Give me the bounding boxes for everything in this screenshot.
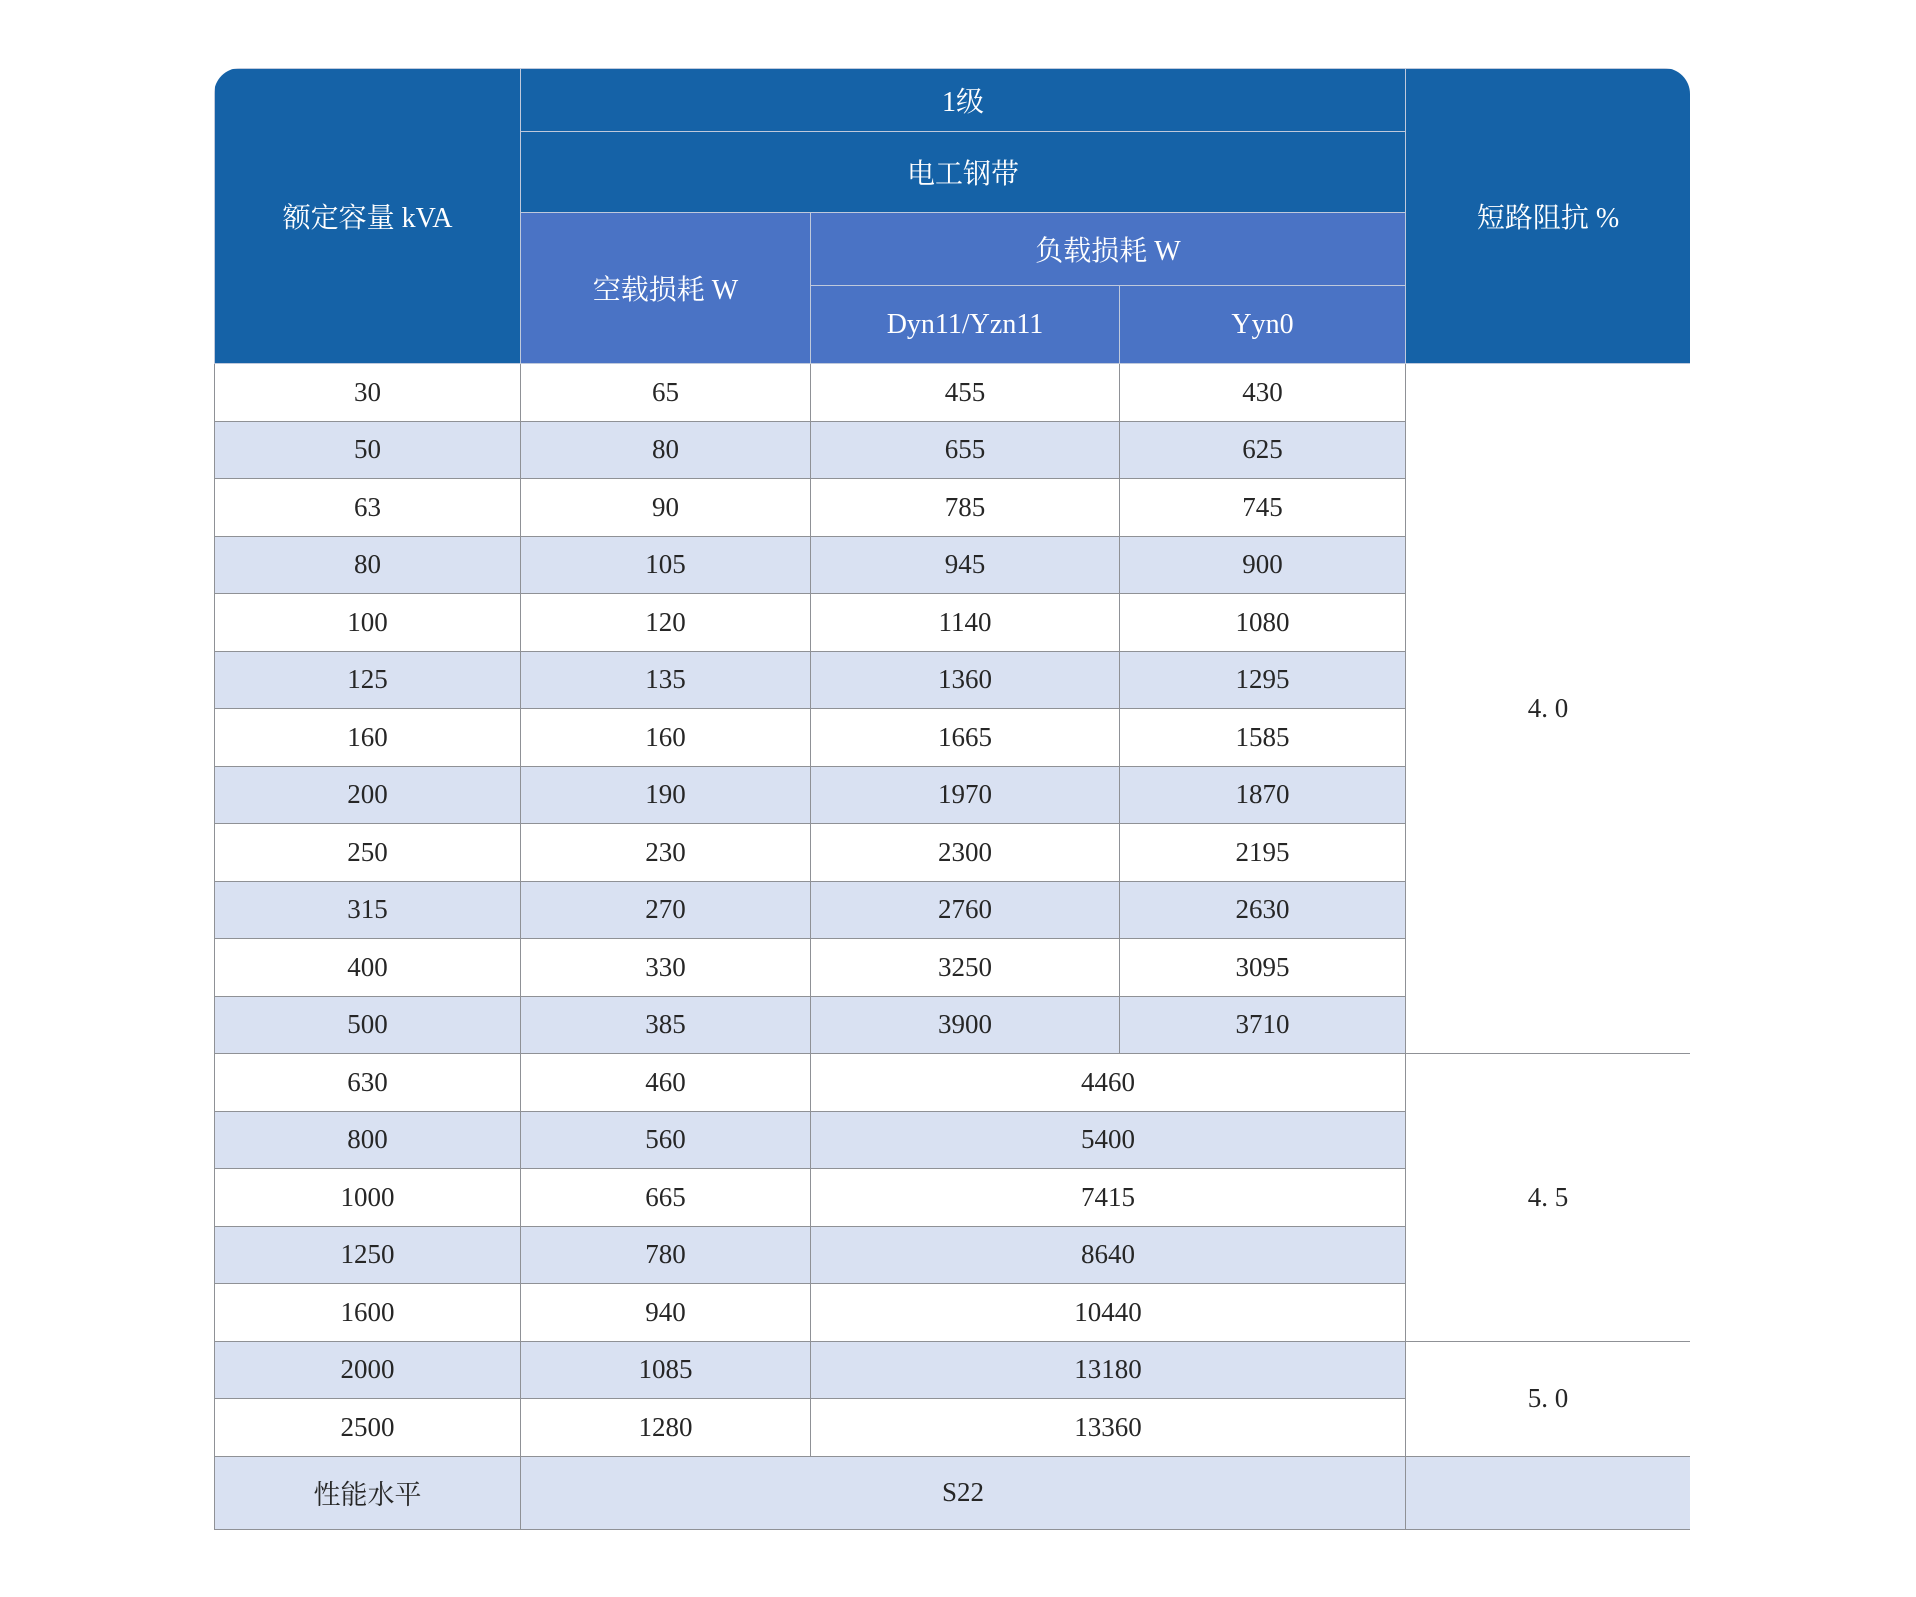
no-load-loss-cell: 65 [521, 364, 811, 422]
load-loss-merged-cell: 4460 [811, 1054, 1406, 1112]
capacity-cell: 1250 [215, 1226, 521, 1284]
load-loss-dyn-cell: 1360 [811, 651, 1120, 709]
footer-value-cell: S22 [521, 1456, 1406, 1529]
no-load-loss-cell: 90 [521, 479, 811, 537]
no-load-loss-cell: 665 [521, 1169, 811, 1227]
no-load-loss-cell: 1085 [521, 1341, 811, 1399]
load-loss-yyn-cell: 1585 [1120, 709, 1406, 767]
header-grade: 1级 [521, 69, 1406, 132]
capacity-cell: 200 [215, 766, 521, 824]
no-load-loss-cell: 160 [521, 709, 811, 767]
capacity-cell: 800 [215, 1111, 521, 1169]
capacity-cell: 63 [215, 479, 521, 537]
load-loss-merged-cell: 7415 [811, 1169, 1406, 1227]
no-load-loss-cell: 330 [521, 939, 811, 997]
load-loss-yyn-cell: 745 [1120, 479, 1406, 537]
no-load-loss-cell: 940 [521, 1284, 811, 1342]
load-loss-yyn-cell: 1080 [1120, 594, 1406, 652]
load-loss-merged-cell: 8640 [811, 1226, 1406, 1284]
header-vector-dyn11: Dyn11/Yzn11 [811, 286, 1120, 364]
capacity-cell: 50 [215, 421, 521, 479]
no-load-loss-cell: 135 [521, 651, 811, 709]
footer-row [215, 1456, 1691, 1529]
table-row [215, 1054, 1691, 1112]
transformer-loss-table [214, 68, 1690, 1530]
footer-label-cell: 性能水平 [215, 1456, 521, 1529]
header-steel-strip: 电工钢带 [521, 132, 1406, 213]
capacity-cell: 30 [215, 364, 521, 422]
load-loss-dyn-cell: 2300 [811, 824, 1120, 882]
load-loss-dyn-cell: 3900 [811, 996, 1120, 1054]
impedance-group-cell: 4. 0 [1406, 364, 1690, 1054]
capacity-cell: 315 [215, 881, 521, 939]
impedance-group-cell: 5. 0 [1406, 1341, 1690, 1456]
table-row [215, 364, 1691, 422]
load-loss-merged-cell: 10440 [811, 1284, 1406, 1342]
capacity-cell: 125 [215, 651, 521, 709]
no-load-loss-cell: 270 [521, 881, 811, 939]
no-load-loss-cell: 1280 [521, 1399, 811, 1457]
load-loss-dyn-cell: 1665 [811, 709, 1120, 767]
load-loss-yyn-cell: 2630 [1120, 881, 1406, 939]
load-loss-yyn-cell: 900 [1120, 536, 1406, 594]
capacity-cell: 1600 [215, 1284, 521, 1342]
header-load-loss: 负载损耗 W [811, 213, 1406, 286]
capacity-cell: 100 [215, 594, 521, 652]
capacity-cell: 2500 [215, 1399, 521, 1457]
data-table [214, 68, 1690, 1530]
load-loss-dyn-cell: 655 [811, 421, 1120, 479]
no-load-loss-cell: 230 [521, 824, 811, 882]
load-loss-dyn-cell: 455 [811, 364, 1120, 422]
impedance-group-cell: 4. 5 [1406, 1054, 1690, 1342]
load-loss-merged-cell: 13180 [811, 1341, 1406, 1399]
load-loss-yyn-cell: 2195 [1120, 824, 1406, 882]
no-load-loss-cell: 190 [521, 766, 811, 824]
capacity-cell: 80 [215, 536, 521, 594]
no-load-loss-cell: 80 [521, 421, 811, 479]
no-load-loss-cell: 105 [521, 536, 811, 594]
footer-impedance-empty-cell [1406, 1456, 1690, 1529]
load-loss-dyn-cell: 1970 [811, 766, 1120, 824]
capacity-cell: 160 [215, 709, 521, 767]
capacity-cell: 630 [215, 1054, 521, 1112]
load-loss-yyn-cell: 1870 [1120, 766, 1406, 824]
capacity-cell: 400 [215, 939, 521, 997]
load-loss-dyn-cell: 1140 [811, 594, 1120, 652]
no-load-loss-cell: 780 [521, 1226, 811, 1284]
load-loss-yyn-cell: 1295 [1120, 651, 1406, 709]
no-load-loss-cell: 560 [521, 1111, 811, 1169]
load-loss-yyn-cell: 430 [1120, 364, 1406, 422]
load-loss-yyn-cell: 3710 [1120, 996, 1406, 1054]
load-loss-merged-cell: 5400 [811, 1111, 1406, 1169]
no-load-loss-cell: 120 [521, 594, 811, 652]
load-loss-dyn-cell: 785 [811, 479, 1120, 537]
table-row [215, 1341, 1691, 1399]
header-no-load-loss: 空载损耗 W [521, 213, 811, 364]
load-loss-dyn-cell: 945 [811, 536, 1120, 594]
header-impedance: 短路阻抗 % [1406, 69, 1690, 364]
load-loss-dyn-cell: 3250 [811, 939, 1120, 997]
header-vector-yyn0: Yyn0 [1120, 286, 1406, 364]
capacity-cell: 250 [215, 824, 521, 882]
capacity-cell: 1000 [215, 1169, 521, 1227]
load-loss-yyn-cell: 3095 [1120, 939, 1406, 997]
load-loss-dyn-cell: 2760 [811, 881, 1120, 939]
no-load-loss-cell: 460 [521, 1054, 811, 1112]
load-loss-yyn-cell: 625 [1120, 421, 1406, 479]
no-load-loss-cell: 385 [521, 996, 811, 1054]
load-loss-merged-cell: 13360 [811, 1399, 1406, 1457]
capacity-cell: 500 [215, 996, 521, 1054]
capacity-cell: 2000 [215, 1341, 521, 1399]
header-rated-capacity: 额定容量 kVA [215, 69, 521, 364]
